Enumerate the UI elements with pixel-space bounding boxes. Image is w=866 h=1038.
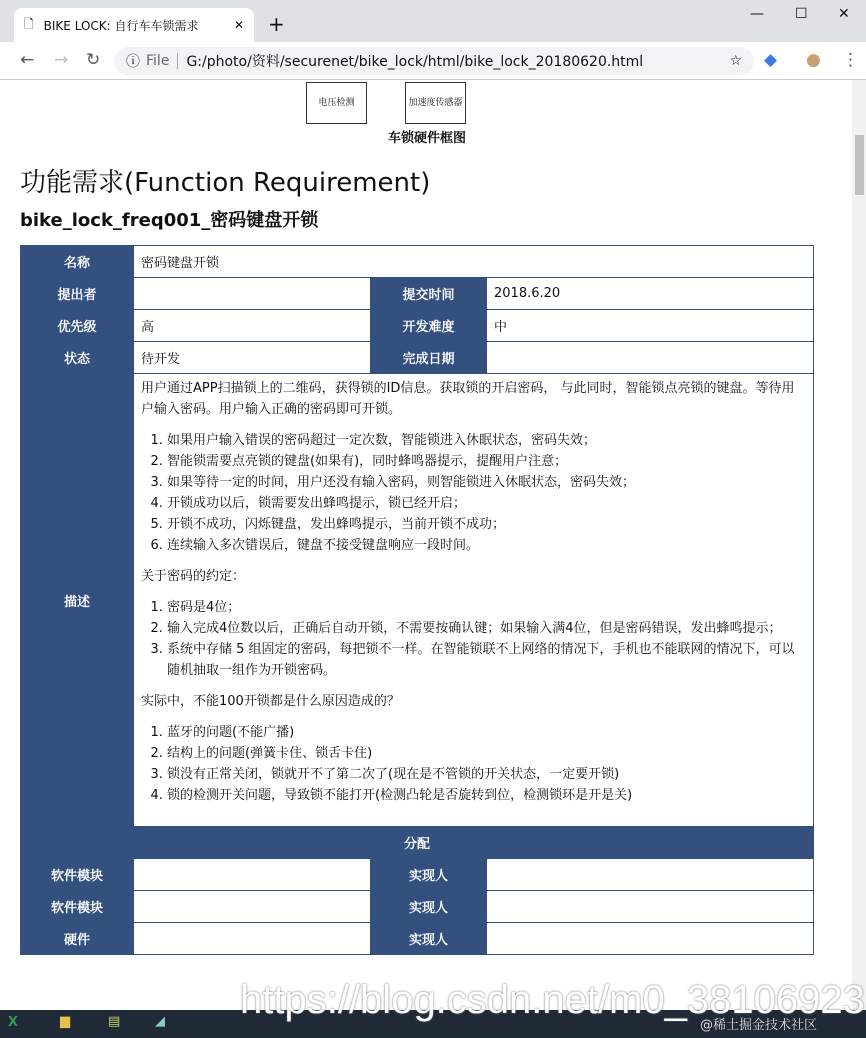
done-date-label: 完成日期 (371, 342, 487, 374)
forward-icon[interactable]: → (54, 50, 69, 70)
list-item: 3. 系统中存储 5 组固定的密码，每把锁不一样。在智能锁联不上网络的情况下，手机也不能联网的情况下，可以随机抽取一组作为开锁密码。 (167, 639, 806, 681)
assign-module-label: 软件模块 (21, 859, 134, 891)
submit-time-label: 提交时间 (371, 278, 487, 310)
desc-intro: 用户通过APP扫描锁上的二维码，获得锁的ID信息。获取锁的开启密码， 与此同时，智能锁点亮锁的键盘。等待用户输入密码。用户输入正确的密码即可开锁。 (141, 381, 795, 417)
diagram-box-voltage: 电压检测 (306, 82, 367, 124)
section-title: bike_lock_freq001_密码键盘开锁 (20, 210, 319, 231)
difficulty-label: 开发难度 (371, 310, 487, 342)
requirement-table (20, 245, 814, 955)
name-label: 名称 (21, 246, 134, 278)
assignee-label: 实现人 (371, 859, 487, 891)
avatar[interactable]: ● (806, 50, 821, 70)
close-window-button[interactable]: ✕ (838, 6, 850, 22)
submit-time-value: 2018.6.20 (487, 278, 814, 310)
desc-para-2: 关于密码的约定： (141, 569, 246, 584)
reload-icon[interactable]: ↻ (86, 50, 101, 70)
list-item: 6. 连续输入多次错误后，键盘不接受键盘响应一段时间。 (167, 535, 806, 556)
page-icon: 🗋 (24, 16, 34, 31)
notepad-icon[interactable]: ▤ (108, 1014, 121, 1029)
close-tab-icon[interactable]: ✕ (233, 18, 244, 32)
file-label: File (146, 53, 178, 69)
desc-para-3: 实际中，不能100开锁都是什么原因造成的？ (141, 694, 400, 709)
page-content (8, 80, 850, 1010)
list-item: 4. 锁的检测开关问题，导致锁不能打开(检测凸轮是否旋转到位，检测锁环是开是关) (167, 785, 806, 806)
scrollbar[interactable] (852, 80, 866, 1010)
list-3 (167, 722, 806, 806)
explorer-icon[interactable]: ▆ (60, 1014, 70, 1029)
description-cell (134, 374, 814, 827)
excel-icon[interactable]: X (8, 1015, 19, 1030)
tab-strip (0, 0, 866, 42)
list-item: 3. 如果等待一定的时间，用户还没有输入密码，则智能锁进入休眠状态，密码失效； (167, 472, 806, 493)
submitter-label: 提出者 (21, 278, 134, 310)
info-icon[interactable]: ⓘ (126, 54, 140, 70)
address-bar[interactable] (114, 47, 754, 75)
submitter-value (134, 278, 371, 310)
assign-hardware-value (134, 923, 371, 955)
browser-toolbar (0, 42, 866, 80)
list-item: 2. 输入完成4位数以后，正确后自动开锁，不需要按确认键；如果输入满4位，但是密码错误，发出蜂鸣提示； (167, 618, 806, 639)
browser-tab[interactable] (14, 8, 254, 42)
priority-value: 高 (134, 310, 371, 342)
name-value: 密码键盘开锁 (134, 246, 814, 278)
list-2 (167, 597, 806, 681)
list-item: 1. 如果用户输入错误的密码超过一定次数，智能锁进入休眠状态，密码失效； (167, 430, 806, 451)
assignee-value (487, 891, 814, 923)
priority-label: 优先级 (21, 310, 134, 342)
watermark-2: @稀土掘金技术社区 (700, 1018, 818, 1033)
assignee-value (487, 859, 814, 891)
new-tab-button[interactable]: + (268, 12, 285, 36)
assign-module-label: 软件模块 (21, 891, 134, 923)
back-icon[interactable]: ← (20, 50, 35, 70)
url-text[interactable]: G:/photo/资料/securenet/bike_lock/html/bike_lock_20180620.html (186, 54, 644, 70)
list-item: 5. 开锁不成功，闪烁键盘，发出蜂鸣提示，当前开锁不成功； (167, 514, 806, 535)
assign-module-value (134, 891, 371, 923)
assignee-label: 实现人 (371, 923, 487, 955)
list-1 (167, 430, 806, 556)
menu-icon[interactable]: ⋮ (842, 50, 859, 70)
page-title: 功能需求(Function Requirement) (20, 168, 431, 198)
list-item: 2. 结构上的问题(弹簧卡住、锁舌卡住) (167, 743, 806, 764)
done-date-value (487, 342, 814, 374)
list-item: 2. 智能锁需要点亮锁的键盘(如果有)，同时蜂鸣器提示，提醒用户注意； (167, 451, 806, 472)
assign-module-value (134, 859, 371, 891)
tab-title: BIKE LOCK: 自行车车锁需求 (43, 18, 199, 33)
list-item: 1. 蓝牙的问题(不能广播) (167, 722, 806, 743)
assign-header: 分配 (21, 827, 814, 859)
minimize-button[interactable]: — (750, 6, 764, 22)
list-item: 4. 开锁成功以后，锁需要发出蜂鸣提示，锁已经开启； (167, 493, 806, 514)
list-item: 1. 密码是4位； (167, 597, 806, 618)
scrollbar-thumb[interactable] (855, 135, 864, 195)
difficulty-value: 中 (487, 310, 814, 342)
description-label: 描述 (21, 374, 134, 827)
assign-hardware-label: 硬件 (21, 923, 134, 955)
status-value: 待开发 (134, 342, 371, 374)
maximize-button[interactable]: ☐ (795, 6, 808, 22)
extension-icon[interactable]: ◆ (764, 50, 778, 70)
diagram-box-accel: 加速度传感器 (405, 82, 466, 124)
assignee-value (487, 923, 814, 955)
status-label: 状态 (21, 342, 134, 374)
assignee-label: 实现人 (371, 891, 487, 923)
app-icon[interactable]: ◢ (155, 1014, 165, 1029)
star-icon[interactable]: ☆ (729, 53, 742, 69)
list-item: 3. 锁没有正常关闭，锁就开不了第二次了(现在是不管锁的开关状态，一定要开锁) (167, 764, 806, 785)
watermark: https://blog.csdn.net/m0_38106923 (240, 978, 865, 1022)
diagram-caption: 车锁硬件框图 (388, 131, 467, 146)
